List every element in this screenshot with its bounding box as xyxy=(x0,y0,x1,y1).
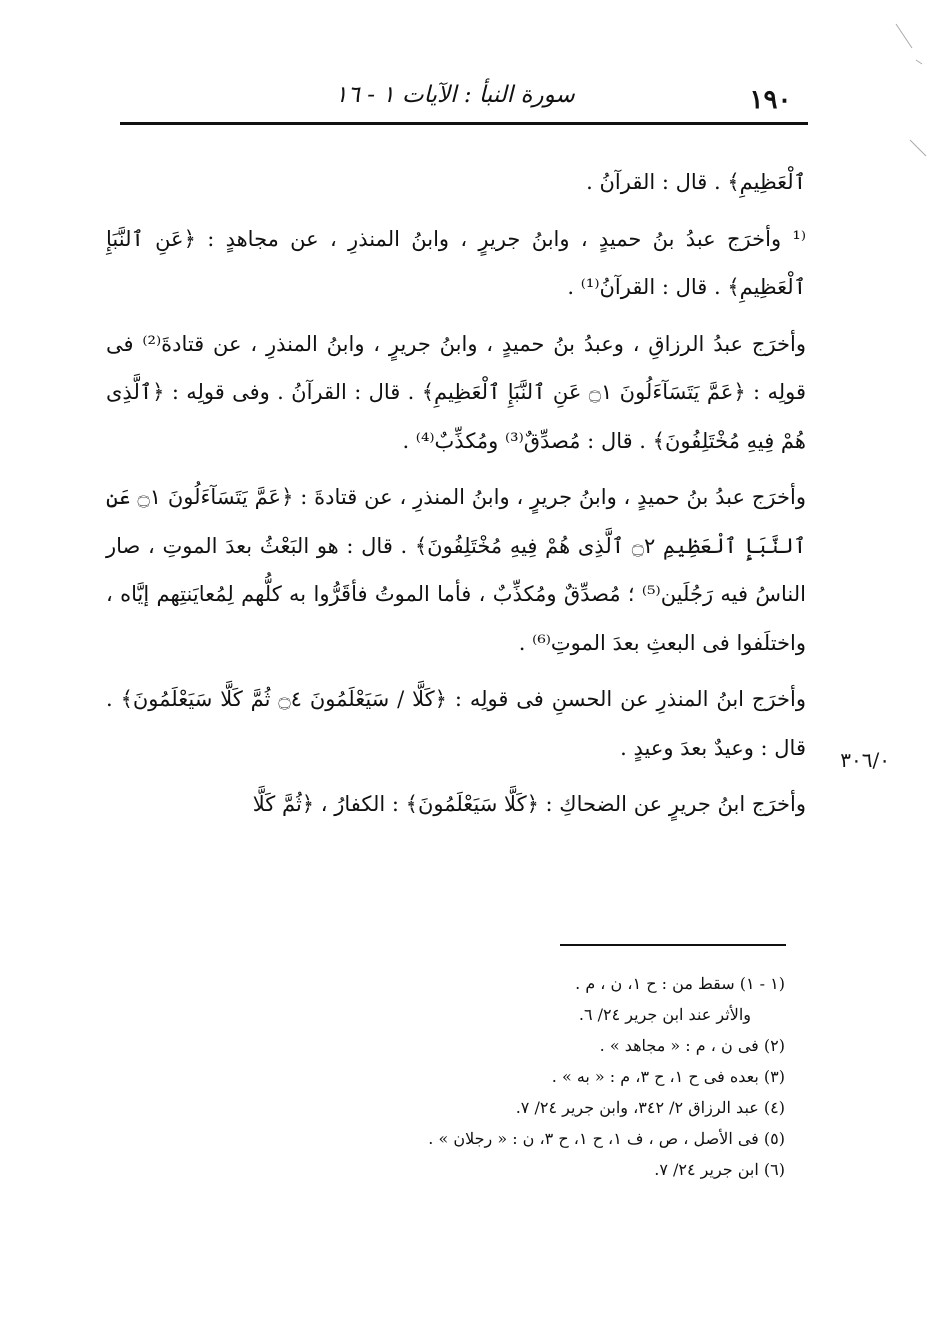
paragraph: وأخرَج عبدُ الرزاقِ ، وعبدُ بنُ حميدٍ ، وابنُ جريرٍ ، وابنُ المنذرِ ، عن قتادةَ⁽²⁾ فى قولِه : ﴿عَمَّ يَتَسَآءَلُونَ ۝١ عَنِ ٱلنَّبَإِ ٱلْعَظِيمِ﴾ . قال : القرآنُ . وفى قولِه : ﴿ٱلَّذِى هُمْ فِيهِ مُخْتَلِفُونَ﴾ . قال : مُصدِّقٌ⁽³⁾ ومُكذِّبٌ⁽⁴⁾ . xyxy=(106,331,806,453)
header-rule xyxy=(120,122,808,125)
footnote: (٣) بعده فى ح ١، ح ٣، م : « به » . xyxy=(551,1067,785,1086)
margin-scribble xyxy=(892,20,932,160)
footnote: (٤) عبد الرزاق ٢/ ٣٤٢، وابن جرير ٢٤/ ٧. xyxy=(515,1098,785,1117)
paragraph: وأخرَج ابنُ جريرٍ عن الضحاكِ : ﴿كَلَّا سَيَعْلَمُونَ﴾ : الكفارُ ، ﴿ثُمَّ كَلَّا xyxy=(252,792,806,816)
margin-reference: ٣٠٦/٠ xyxy=(840,748,890,772)
footnote: (٦) ابن جرير ٢٤/ ٧. xyxy=(654,1160,785,1179)
page-number: ١٩٠ xyxy=(749,85,792,115)
paragraph: وأخرَج ابنُ المنذرِ عن الحسنِ فى قولِه : ﴿كَلَّا / سَيَعْلَمُونَ ۝٤ ثُمَّ كَلَّا سَيَعْلَمُونَ﴾ . قال : وعيدٌ بعدَ وعيدٍ . xyxy=(106,687,806,760)
footnote: (١ - ١) سقط من : ح ١، ن ، م . xyxy=(575,974,785,993)
footnote-rule xyxy=(560,944,786,946)
page-header xyxy=(0,0,940,130)
footnotes xyxy=(330,968,785,1185)
footnote: (٥) فى الأصل ، ص ، ف ١، ح ١، ح ٣، ن : « رجلان » . xyxy=(428,1129,785,1148)
main-text xyxy=(106,158,806,837)
paragraph: ⁽¹ وأخرَج عبدُ بنُ حميدٍ ، وابنُ جريرٍ ، وابنُ المنذرِ ، عن مجاهدٍ : ﴿عَنِ ٱلنَّبَإِ ٱلْعَظِيمِ﴾ . قال : القرآنُ⁽¹⁾ . xyxy=(106,226,806,299)
footnote: والأثر عند ابن جرير ٢٤/ ٦. xyxy=(578,1005,751,1024)
paragraph: وأخرَج عبدُ بنُ حميدٍ ، وابنُ جريرٍ ، وابنُ المنذرِ ، عن قتادةَ : ﴿عَمَّ يَتَسَآءَلُونَ ۝١ عَنِ ٱلنَّبَإِ ٱلْعَظِيمِ ۝٢ ٱلَّذِى هُمْ فِيهِ مُخْتَلِفُونَ﴾ . قال : هو البَعْثُ بعدَ الموتِ ، صار الناسُ فيه رَجُلَين⁽⁵⁾ ؛ مُصدِّقٌ ومُكذِّبٌ ، فأما الموتُ فأقَرُّوا به كلُّهم لِمُعايَنتِهم إيَّاه ، واختلَفوا فى البعثِ بعدَ الموتِ⁽⁶⁾ . xyxy=(106,485,807,655)
running-title: سورة النبأ : الآيات ١ - ١٦ xyxy=(335,82,575,108)
footnote: (٢) فى ن ، م : « مجاهد » . xyxy=(599,1036,785,1055)
paragraph: ٱلْعَظِيمِ﴾ . قال : القرآنُ . xyxy=(586,170,806,194)
